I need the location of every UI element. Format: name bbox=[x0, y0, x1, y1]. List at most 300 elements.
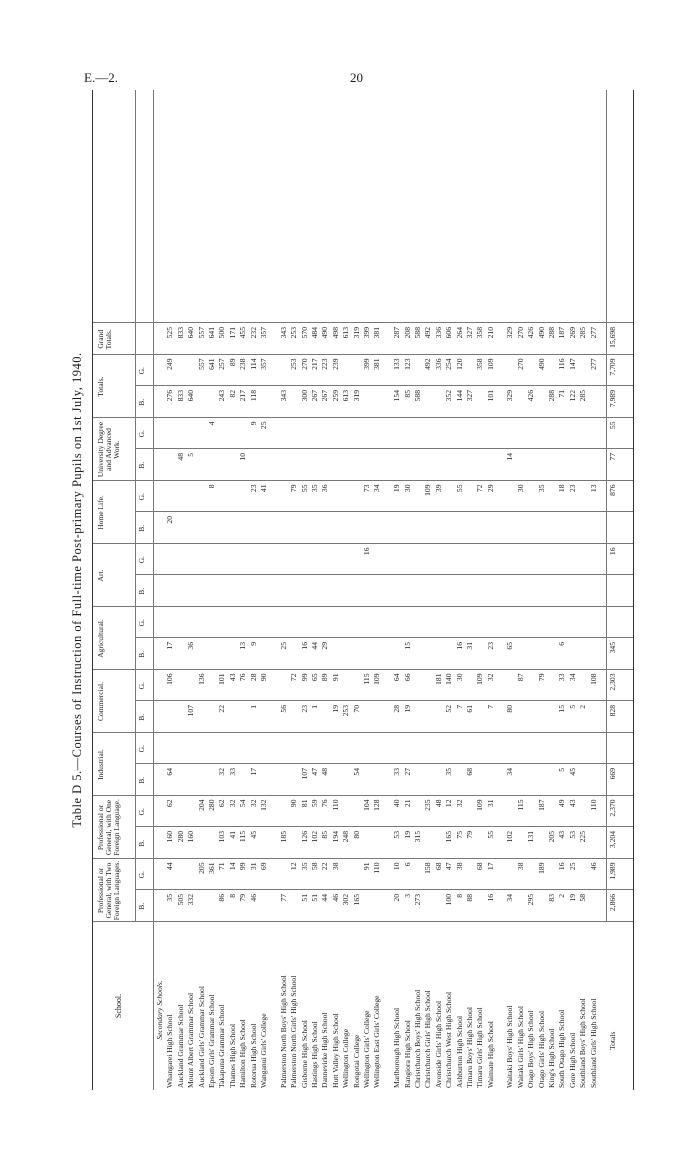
data-cell: 10 bbox=[392, 862, 402, 871]
school-name: Gore High School bbox=[567, 1032, 577, 1088]
data-cell: 12 bbox=[444, 799, 454, 808]
totals-cell: 2,370 bbox=[608, 799, 618, 817]
data-cell: 327 bbox=[464, 390, 474, 402]
data-cell: 16 bbox=[485, 894, 495, 902]
data-cell: 28 bbox=[392, 705, 402, 713]
data-cell: 86 bbox=[217, 894, 227, 902]
data-cell: 13 bbox=[238, 642, 248, 650]
girls-subheader: G. bbox=[137, 556, 146, 564]
data-cell: 280 bbox=[175, 831, 185, 843]
data-cell: 31 bbox=[248, 862, 258, 871]
school-name: Palmerston North Boys' High School bbox=[278, 975, 288, 1088]
data-cell: 14 bbox=[227, 862, 237, 871]
girls-subheader: G. bbox=[137, 619, 146, 627]
group-header: Commercial. bbox=[96, 682, 105, 721]
data-cell: 76 bbox=[320, 799, 330, 808]
data-cell: 147 bbox=[567, 358, 577, 370]
data-cell: 62 bbox=[217, 799, 227, 808]
data-cell: 8 bbox=[207, 484, 216, 489]
data-cell: 68 bbox=[433, 862, 443, 871]
data-cell: 47 bbox=[444, 862, 454, 871]
data-cell: 21 bbox=[402, 799, 412, 808]
data-cell: 205 bbox=[196, 862, 206, 874]
school-name: Waitaki Boys' High School bbox=[505, 1005, 515, 1088]
data-cell: 38 bbox=[330, 862, 340, 871]
data-cell: 23 bbox=[299, 705, 309, 713]
data-cell: 205 bbox=[547, 831, 557, 843]
column-divider bbox=[93, 323, 633, 324]
data-cell: 490 bbox=[536, 327, 546, 339]
data-cell: 217 bbox=[238, 390, 248, 402]
school-name: Otago Boys' High School bbox=[526, 1010, 536, 1088]
data-cell: 79 bbox=[464, 831, 474, 839]
data-cell: 33 bbox=[227, 768, 237, 776]
data-cell: 267 bbox=[320, 390, 330, 402]
data-cell: 570 bbox=[299, 327, 309, 339]
data-cell: 122 bbox=[567, 390, 577, 402]
data-cell: 295 bbox=[526, 894, 536, 906]
data-cell: 343 bbox=[278, 390, 288, 402]
data-cell: 81 bbox=[299, 799, 309, 808]
data-cell: 46 bbox=[248, 894, 258, 902]
data-cell: 557 bbox=[196, 358, 206, 370]
totals-cell: 669 bbox=[608, 768, 618, 780]
data-cell: 455 bbox=[238, 327, 248, 339]
column-divider bbox=[93, 606, 633, 607]
data-cell: 194 bbox=[330, 831, 340, 843]
data-cell: 109 bbox=[423, 484, 433, 496]
data-cell: 83 bbox=[547, 894, 557, 902]
school-name: Christchurch Girls' High School bbox=[423, 990, 433, 1088]
data-cell: 1 bbox=[248, 705, 258, 709]
girls-subheader: G. bbox=[137, 367, 146, 375]
data-cell: 40 bbox=[392, 799, 402, 808]
data-cell: 426 bbox=[526, 327, 536, 339]
data-cell: 641 bbox=[207, 358, 216, 370]
data-cell: 329 bbox=[505, 390, 515, 402]
data-cell: 343 bbox=[278, 327, 288, 339]
data-cell: 85 bbox=[320, 831, 330, 839]
data-cell: 30 bbox=[454, 673, 464, 682]
data-cell: 115 bbox=[361, 673, 371, 685]
data-cell: 267 bbox=[309, 390, 319, 402]
data-cell: 102 bbox=[309, 831, 319, 843]
courses-table bbox=[92, 90, 634, 1090]
data-cell: 270 bbox=[515, 327, 525, 339]
data-cell: 238 bbox=[238, 358, 248, 370]
data-cell: 7 bbox=[454, 705, 464, 709]
data-cell: 44 bbox=[165, 862, 175, 871]
data-cell: 332 bbox=[186, 894, 196, 906]
data-cell: 10 bbox=[238, 453, 248, 461]
data-cell: 115 bbox=[515, 799, 525, 811]
data-cell: 34 bbox=[505, 768, 515, 776]
data-cell: 6 bbox=[557, 642, 567, 646]
data-cell: 1 bbox=[309, 705, 319, 709]
data-cell: 65 bbox=[505, 642, 515, 650]
school-name: Rotorua High School bbox=[248, 1023, 258, 1088]
data-cell: 276 bbox=[165, 390, 175, 402]
data-cell: 56 bbox=[278, 705, 288, 713]
data-cell: 102 bbox=[505, 831, 515, 843]
data-cell: 33 bbox=[557, 673, 567, 682]
data-cell: 16 bbox=[361, 547, 371, 556]
data-cell: 23 bbox=[485, 642, 495, 650]
data-cell: 120 bbox=[454, 358, 464, 370]
data-cell: 55 bbox=[299, 484, 309, 493]
data-cell: 6 bbox=[402, 862, 412, 867]
rotated-table-block bbox=[70, 90, 640, 1090]
data-cell: 248 bbox=[341, 831, 351, 843]
data-cell: 18 bbox=[557, 484, 567, 493]
totals-cell: 55 bbox=[608, 421, 618, 430]
data-cell: 165 bbox=[444, 831, 454, 843]
data-cell: 22 bbox=[320, 862, 330, 871]
data-cell: 35 bbox=[309, 484, 319, 493]
subcolumn-divider bbox=[135, 575, 633, 576]
column-divider bbox=[93, 480, 633, 481]
data-cell: 54 bbox=[351, 768, 361, 776]
data-cell: 35 bbox=[299, 862, 309, 871]
data-cell: 285 bbox=[578, 390, 588, 402]
data-cell: 498 bbox=[330, 327, 340, 339]
data-cell: 46 bbox=[330, 894, 340, 902]
data-cell: 285 bbox=[578, 327, 588, 339]
header-rule bbox=[135, 90, 136, 922]
data-cell: 22 bbox=[217, 705, 227, 713]
totals-cell: 876 bbox=[608, 484, 618, 496]
data-cell: 327 bbox=[464, 327, 474, 339]
data-cell: 31 bbox=[464, 642, 474, 650]
data-cell: 101 bbox=[485, 390, 495, 402]
girls-subheader: G. bbox=[137, 430, 146, 438]
data-cell: 336 bbox=[433, 327, 443, 339]
data-cell: 52 bbox=[444, 705, 454, 713]
data-cell: 38 bbox=[454, 862, 464, 871]
data-cell: 41 bbox=[259, 484, 268, 493]
data-cell: 34 bbox=[505, 894, 515, 902]
data-cell: 32 bbox=[248, 799, 258, 808]
totals-cell: 828 bbox=[608, 705, 618, 717]
data-cell: 71 bbox=[217, 862, 227, 871]
data-cell: 35 bbox=[444, 768, 454, 776]
data-cell: 99 bbox=[238, 862, 248, 871]
data-cell: 158 bbox=[423, 862, 433, 874]
totals-cell: 345 bbox=[608, 642, 618, 654]
data-cell: 8 bbox=[227, 894, 237, 898]
data-cell: 79 bbox=[238, 894, 248, 902]
school-name: Palmerston North Girls' High School bbox=[289, 975, 299, 1088]
data-cell: 25 bbox=[278, 642, 288, 650]
data-cell: 492 bbox=[423, 358, 433, 370]
data-cell: 8 bbox=[454, 894, 464, 898]
data-cell: 43 bbox=[227, 673, 237, 682]
data-cell: 185 bbox=[278, 831, 288, 843]
data-cell: 79 bbox=[536, 673, 546, 682]
school-name: Otago Girls' High School bbox=[536, 1010, 546, 1088]
data-cell: 73 bbox=[361, 484, 371, 493]
data-cell: 33 bbox=[392, 768, 402, 776]
data-cell: 49 bbox=[557, 799, 567, 808]
data-cell: 9 bbox=[248, 421, 258, 426]
data-cell: 259 bbox=[330, 390, 340, 402]
data-cell: 58 bbox=[309, 862, 319, 871]
data-cell: 88 bbox=[464, 894, 474, 902]
school-name: Rangiora High School bbox=[402, 1020, 412, 1088]
boys-subheader: B. bbox=[137, 524, 146, 532]
data-cell: 257 bbox=[217, 358, 227, 370]
data-cell: 48 bbox=[175, 453, 185, 461]
totals-cell: 7,989 bbox=[608, 390, 618, 408]
girls-subheader: G. bbox=[137, 682, 146, 690]
data-cell: 48 bbox=[320, 768, 330, 776]
data-cell: 160 bbox=[165, 831, 175, 843]
boys-subheader: B. bbox=[137, 902, 146, 910]
data-cell: 55 bbox=[485, 831, 495, 839]
data-cell: 34 bbox=[567, 673, 577, 682]
school-name: Wellington East Girls' College bbox=[372, 995, 382, 1088]
totals-label: Totals bbox=[608, 1031, 618, 1050]
data-cell: 833 bbox=[175, 327, 185, 339]
data-cell: 329 bbox=[505, 327, 515, 339]
boys-subheader: B. bbox=[137, 461, 146, 469]
data-cell: 280 bbox=[207, 799, 216, 811]
data-cell: 288 bbox=[547, 390, 557, 402]
school-name: Wanganui Girls' College bbox=[259, 1013, 268, 1088]
data-cell: 357 bbox=[259, 327, 268, 339]
data-cell: 3 bbox=[402, 894, 412, 898]
header-rule bbox=[153, 90, 154, 1090]
data-cell: 91 bbox=[361, 862, 371, 871]
data-cell: 25 bbox=[567, 862, 577, 871]
data-cell: 32 bbox=[454, 799, 464, 808]
data-cell: 15 bbox=[557, 705, 567, 713]
school-name: Hamilton High School bbox=[238, 1019, 248, 1088]
data-cell: 109 bbox=[372, 673, 382, 685]
data-cell: 51 bbox=[299, 894, 309, 902]
totals-cell: 15,698 bbox=[608, 327, 618, 348]
data-cell: 160 bbox=[186, 831, 196, 843]
data-cell: 302 bbox=[341, 894, 351, 906]
data-cell: 23 bbox=[248, 484, 258, 493]
totals-rule bbox=[606, 90, 607, 922]
data-cell: 44 bbox=[309, 642, 319, 650]
data-cell: 14 bbox=[505, 453, 515, 461]
data-cell: 5 bbox=[567, 705, 577, 709]
data-cell: 15 bbox=[402, 642, 412, 650]
data-cell: 31 bbox=[485, 799, 495, 808]
boys-subheader: B. bbox=[137, 839, 146, 847]
data-cell: 29 bbox=[485, 484, 495, 493]
data-cell: 32 bbox=[217, 768, 227, 776]
data-cell: 27 bbox=[402, 768, 412, 776]
data-cell: 131 bbox=[526, 831, 536, 843]
table-title: Table D 5.—Courses of Instruction of Full-time Post-primary Pupils on 1st July, 1940. bbox=[70, 352, 84, 828]
data-cell: 264 bbox=[454, 327, 464, 339]
school-name: Timaru Boys' High School bbox=[464, 1006, 474, 1088]
data-cell: 641 bbox=[207, 327, 216, 339]
data-cell: 381 bbox=[372, 358, 382, 370]
data-cell: 399 bbox=[361, 358, 371, 370]
data-cell: 20 bbox=[392, 894, 402, 902]
data-cell: 19 bbox=[567, 894, 577, 902]
data-cell: 19 bbox=[330, 705, 340, 713]
data-cell: 4 bbox=[207, 421, 216, 426]
data-cell: 106 bbox=[165, 673, 175, 685]
data-cell: 45 bbox=[248, 831, 258, 839]
data-cell: 104 bbox=[361, 799, 371, 811]
school-name: King's High School bbox=[547, 1028, 557, 1088]
subcolumn-divider bbox=[135, 638, 633, 639]
data-cell: 132 bbox=[259, 799, 268, 811]
data-cell: 65 bbox=[309, 673, 319, 682]
data-cell: 287 bbox=[392, 327, 402, 339]
data-cell: 72 bbox=[289, 673, 299, 682]
data-cell: 66 bbox=[402, 673, 412, 682]
data-cell: 39 bbox=[433, 484, 443, 493]
data-cell: 58 bbox=[578, 894, 588, 902]
school-name: Waimate High School bbox=[485, 1021, 495, 1088]
school-name: Avonside Girls' High School bbox=[433, 1000, 443, 1088]
data-cell: 47 bbox=[309, 768, 319, 776]
data-cell: 181 bbox=[433, 673, 443, 685]
group-header: Agricultural. bbox=[96, 619, 105, 658]
data-cell: 288 bbox=[547, 327, 557, 339]
totals-cell: 77 bbox=[608, 453, 618, 461]
data-cell: 101 bbox=[217, 673, 227, 685]
girls-subheader: G. bbox=[137, 871, 146, 879]
school-name: Auckland Girls' Grammar School bbox=[196, 986, 206, 1088]
data-cell: 80 bbox=[351, 831, 361, 839]
school-name: Auckland Grammar School bbox=[175, 1004, 185, 1088]
data-cell: 51 bbox=[309, 894, 319, 902]
data-cell: 223 bbox=[320, 358, 330, 370]
data-cell: 89 bbox=[320, 673, 330, 682]
school-name: Dannevirke High School bbox=[320, 1012, 330, 1088]
data-cell: 109 bbox=[475, 799, 485, 811]
school-name: Christchurch Boys' High School bbox=[412, 989, 422, 1088]
data-cell: 588 bbox=[412, 390, 422, 402]
data-cell: 46 bbox=[588, 862, 598, 871]
boys-subheader: B. bbox=[137, 713, 146, 721]
data-cell: 89 bbox=[227, 358, 237, 367]
school-name: South Otago High School bbox=[557, 1009, 567, 1088]
school-name: Marlborough High School bbox=[392, 1007, 402, 1088]
school-name: Hastings High School bbox=[309, 1021, 319, 1088]
data-cell: 43 bbox=[557, 831, 567, 839]
data-cell: 16 bbox=[299, 642, 309, 650]
data-cell: 232 bbox=[248, 327, 258, 339]
data-cell: 273 bbox=[412, 894, 422, 906]
data-cell: 17 bbox=[485, 862, 495, 871]
school-name: Christchurch West High School bbox=[444, 991, 454, 1088]
data-cell: 249 bbox=[165, 358, 175, 370]
girls-subheader: G. bbox=[137, 493, 146, 501]
data-cell: 352 bbox=[444, 390, 454, 402]
school-name: Rongotai College bbox=[351, 1034, 361, 1088]
data-cell: 126 bbox=[299, 831, 309, 843]
data-cell: 490 bbox=[320, 327, 330, 339]
data-cell: 300 bbox=[299, 390, 309, 402]
data-cell: 61 bbox=[464, 705, 474, 713]
data-cell: 204 bbox=[196, 799, 206, 811]
data-cell: 48 bbox=[433, 799, 443, 808]
data-cell: 270 bbox=[515, 358, 525, 370]
data-cell: 17 bbox=[165, 642, 175, 650]
data-cell: 68 bbox=[475, 862, 485, 871]
data-cell: 253 bbox=[289, 327, 299, 339]
data-cell: 277 bbox=[588, 327, 598, 339]
group-header: University Degree and Advanced Work. bbox=[96, 421, 121, 478]
group-header: Totals. bbox=[96, 376, 105, 397]
data-cell: 110 bbox=[330, 799, 340, 811]
group-header: Home Life. bbox=[96, 495, 105, 530]
totals-cell: 3,204 bbox=[608, 831, 618, 849]
data-cell: 381 bbox=[372, 327, 382, 339]
school-name: Wellington Girls' College bbox=[361, 1010, 371, 1088]
data-cell: 16 bbox=[454, 642, 464, 650]
data-cell: 115 bbox=[238, 831, 248, 843]
data-cell: 53 bbox=[567, 831, 577, 839]
school-name: Wellington College bbox=[341, 1028, 351, 1088]
data-cell: 12 bbox=[289, 862, 299, 871]
school-name: Epsom Girls' Grammar School bbox=[207, 994, 216, 1088]
data-cell: 588 bbox=[412, 327, 422, 339]
boys-subheader: B. bbox=[137, 587, 146, 595]
data-cell: 90 bbox=[259, 673, 268, 682]
data-cell: 640 bbox=[186, 390, 196, 402]
totals-cell: 16 bbox=[608, 547, 618, 556]
data-cell: 254 bbox=[444, 358, 454, 370]
data-cell: 62 bbox=[165, 799, 175, 808]
data-cell: 69 bbox=[259, 862, 268, 871]
data-cell: 80 bbox=[505, 705, 515, 713]
school-name: Thames High School bbox=[227, 1023, 237, 1088]
data-cell: 70 bbox=[351, 705, 361, 713]
data-cell: 16 bbox=[557, 862, 567, 871]
group-header: Art. bbox=[96, 569, 105, 582]
data-cell: 38 bbox=[515, 862, 525, 871]
data-cell: 140 bbox=[444, 673, 454, 685]
data-cell: 426 bbox=[526, 390, 536, 402]
data-cell: 68 bbox=[464, 768, 474, 776]
data-cell: 35 bbox=[536, 484, 546, 493]
school-name: Timaru Girls' High School bbox=[475, 1007, 485, 1088]
data-cell: 109 bbox=[485, 358, 495, 370]
column-divider bbox=[93, 732, 633, 733]
data-cell: 505 bbox=[175, 894, 185, 906]
data-cell: 269 bbox=[567, 327, 577, 339]
data-cell: 133 bbox=[392, 358, 402, 370]
data-cell: 55 bbox=[454, 484, 464, 493]
data-cell: 118 bbox=[248, 390, 258, 402]
data-cell: 43 bbox=[567, 799, 577, 808]
data-cell: 358 bbox=[475, 327, 485, 339]
data-cell: 99 bbox=[299, 673, 309, 682]
data-cell: 20 bbox=[165, 516, 175, 524]
data-cell: 32 bbox=[227, 799, 237, 808]
data-cell: 77 bbox=[278, 894, 288, 902]
data-cell: 35 bbox=[165, 894, 175, 902]
data-cell: 110 bbox=[588, 799, 598, 811]
school-name: Ashburton High School bbox=[454, 1015, 464, 1088]
data-cell: 123 bbox=[402, 358, 412, 370]
data-cell: 116 bbox=[557, 358, 567, 370]
data-cell: 17 bbox=[248, 768, 258, 776]
data-cell: 103 bbox=[217, 831, 227, 843]
school-name: Mount Albert Grammar School bbox=[186, 992, 196, 1088]
data-cell: 41 bbox=[227, 831, 237, 839]
